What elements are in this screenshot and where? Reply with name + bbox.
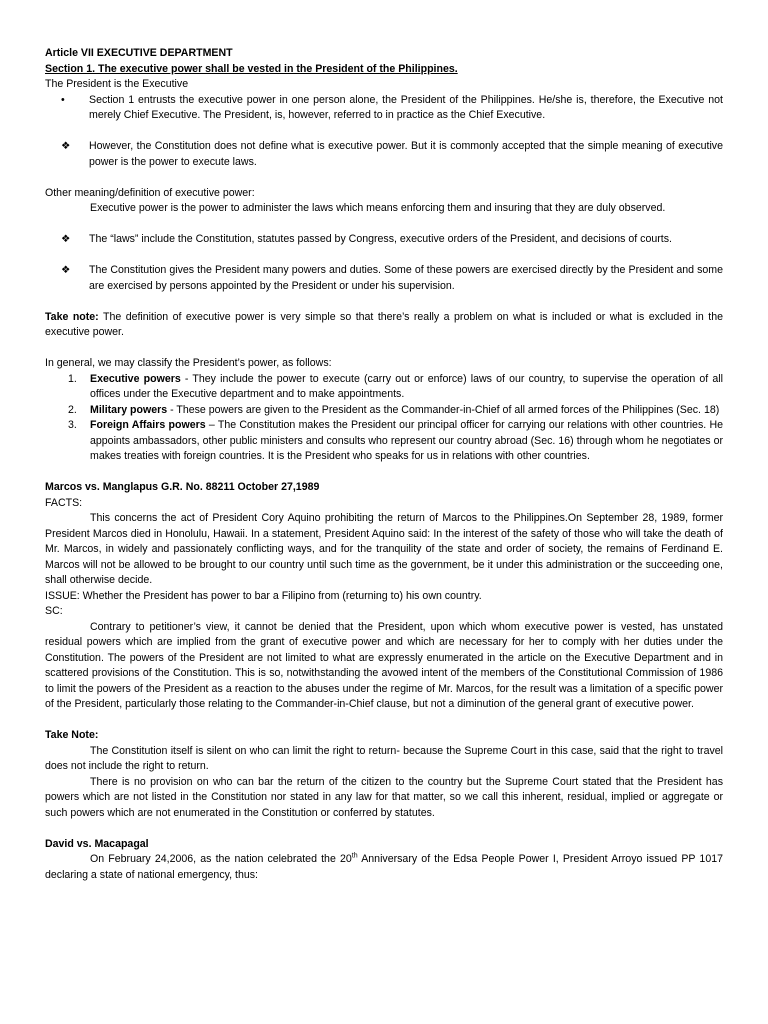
power-text <box>90 372 723 403</box>
diamond-bullet-icon: ❖ <box>61 233 71 245</box>
diamond-text: However, the Constitution does not define what is executive power. But it is commonly accepted that the simple meaning of executive power is the power to execute laws. <box>89 140 723 168</box>
diamond-item <box>45 263 723 294</box>
classify-intro: In general, we may classify the President’s power, as follows: <box>45 357 332 369</box>
power-text <box>90 418 723 465</box>
other-meaning-text: Executive power is the power to administer the laws which means enforcing them and insuring that they are duly observed. <box>90 202 666 214</box>
power-text <box>90 403 723 419</box>
diamond-text: The Constitution gives the President many powers and duties. Some of these powers are exercised directly by the President and some are exercised by persons appointed by the President or under his supervision. <box>89 264 723 292</box>
power-item <box>45 372 723 403</box>
david-text-end: Anniversary of the Edsa People Power I, President Arroyo issued PP 1017 declaring a state of national emergency, thus: <box>45 853 723 881</box>
david-text-start: On February 24,2006, as the nation celebrated the 20 <box>90 853 352 865</box>
case-title: David vs. Macapagal <box>45 837 149 850</box>
ordinal-suffix: th <box>351 852 358 860</box>
article-title: Article VII EXECUTIVE DEPARTMENT <box>45 47 233 59</box>
power-item <box>45 403 723 419</box>
diamond-bullet-icon: ❖ <box>61 140 71 152</box>
power-number: 1. <box>68 372 77 385</box>
case-title: Marcos vs. Manglapus G.R. No. 88211 October 27,1989 <box>45 481 320 493</box>
bullet-icon: • <box>61 93 65 106</box>
take-note-label: Take note: <box>45 310 99 323</box>
diamond-text: The “laws” include the Constitution, statutes passed by Congress, executive orders of the President, and decisions of courts. <box>89 233 672 245</box>
power-label: Foreign Affairs powers <box>90 419 206 431</box>
diamond-item <box>45 232 723 248</box>
sc-text: Contrary to petitioner’s view, it cannot be denied that the President, upon which whom executive power is vested, has unstated residual powers which are implied from the grant of executive power and which are necessary for her to comply with her duties under the Constitution. The powers of the President are not limited to what are expressly enumerated in the article on the Executive Department and in scattered provisions of the Constitution. This is so, notwithstanding the avowed intent of the members of the Constitutional Commission of 1986 to limit the powers of the President as a reaction to the abuses under the regime of Mr. Marcos, for the result was a limitation of a specific power of the President, particularly those relating to the Commander-in-Chief clause, but not a diminution of the general grant of executive power. <box>45 620 723 710</box>
section-heading: Section 1. The executive power shall be vested in the President of the Philippines. <box>45 62 458 75</box>
power-description: - They include the power to execute (carry out or enforce) laws of our country, to supervise the operation of all offices under the Executive department and to make appointments. <box>90 372 723 400</box>
power-number: 2. <box>68 403 77 416</box>
power-label: Executive powers <box>90 372 181 385</box>
diamond-item <box>45 139 723 170</box>
take-note-para: There is no provision on who can bar the return of the citizen to the country but the Supreme Court stated that the President has powers which are not listed in the Constitution nor stated in any law for that matter, so we call this inherent, residual, implied or aggregate or such powers which are not enumerated in the Constitution or conferred by statutes. <box>45 775 723 819</box>
bullet-item <box>45 93 723 124</box>
bullet-text: Section 1 entrusts the executive power in one person alone, the President of the Philippines. He/she is, therefore, the Executive not merely Chief Executive. The President, is, however, referred to in practice as the Chief Executive. <box>89 93 723 121</box>
issue-text: ISSUE: Whether the President has power to bar a Filipino from (returning to) his own country. <box>45 589 482 602</box>
diamond-bullet-icon: ❖ <box>61 264 71 276</box>
take-note-heading: Take Note: <box>45 729 99 741</box>
take-note-para: The Constitution itself is silent on who can limit the right to return- because the Supreme Court in this case, said that the right to travel does not include the right to return. <box>45 744 723 772</box>
facts-text: This concerns the act of President Cory Aquino prohibiting the return of Marcos to the Philippines.On September 28, 1989, former President Marcos died in Honolulu, Hawaii. In a statement, President Aquino said: In the interest of the safety of those who will take the death of Mr. Marcos, in widely and passionately conflicting ways, and for the tranquility of the state and order of society, the remains of Ferdinand E. Marcos will not be allowed to be brought to our country until such time as the government, be it under this administration or the succeeding one, shall otherwise decide. <box>45 512 723 586</box>
power-number: 3. <box>68 419 77 431</box>
facts-label: FACTS: <box>45 496 83 509</box>
intro-line: The President is the Executive <box>45 78 189 90</box>
take-note-paragraph <box>45 310 723 341</box>
other-meaning-label: Other meaning/definition of executive power: <box>45 186 255 199</box>
power-label: Military powers <box>90 403 168 416</box>
power-item <box>45 418 723 465</box>
david-text <box>45 852 723 883</box>
power-description: - These powers are given to the President as the Commander-in-Chief of all armed forces of the Philippines (Sec. 18) <box>167 403 720 416</box>
power-description: – The Constitution makes the President our principal officer for carrying our relations with other countries. He appoints ambassadors, other public ministers and consults who represent our country abroad (Sec. 16) through whom he negotiates or makes treaties with foreign countries. It is the President who speaks for us in relations with other countries. <box>90 419 723 462</box>
take-note-text: The definition of executive power is very simple so that there’s really a problem on what is included or what is excluded in the executive power. <box>45 310 723 338</box>
sc-label: SC: <box>45 605 63 617</box>
